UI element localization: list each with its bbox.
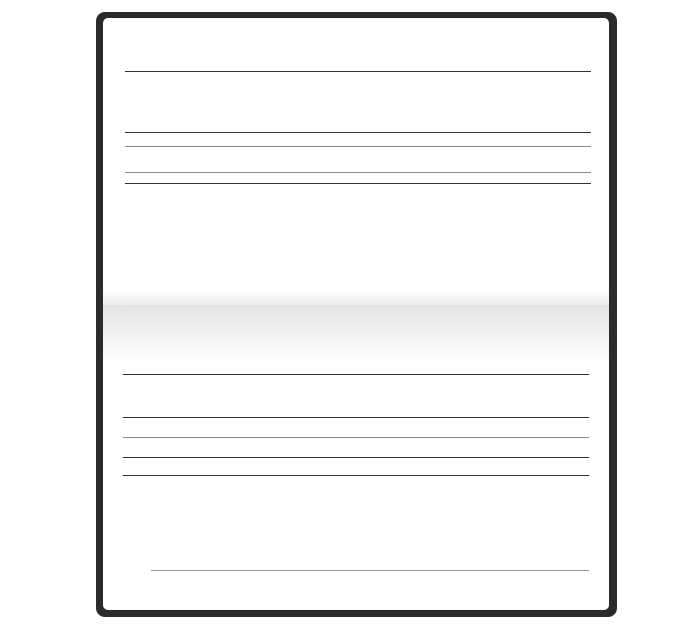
staff-logo bbox=[123, 564, 124, 573]
page-top bbox=[103, 18, 609, 305]
holidays-left-list bbox=[125, 76, 159, 108]
page-bottom bbox=[103, 305, 609, 610]
holidays-right-list bbox=[397, 76, 427, 108]
